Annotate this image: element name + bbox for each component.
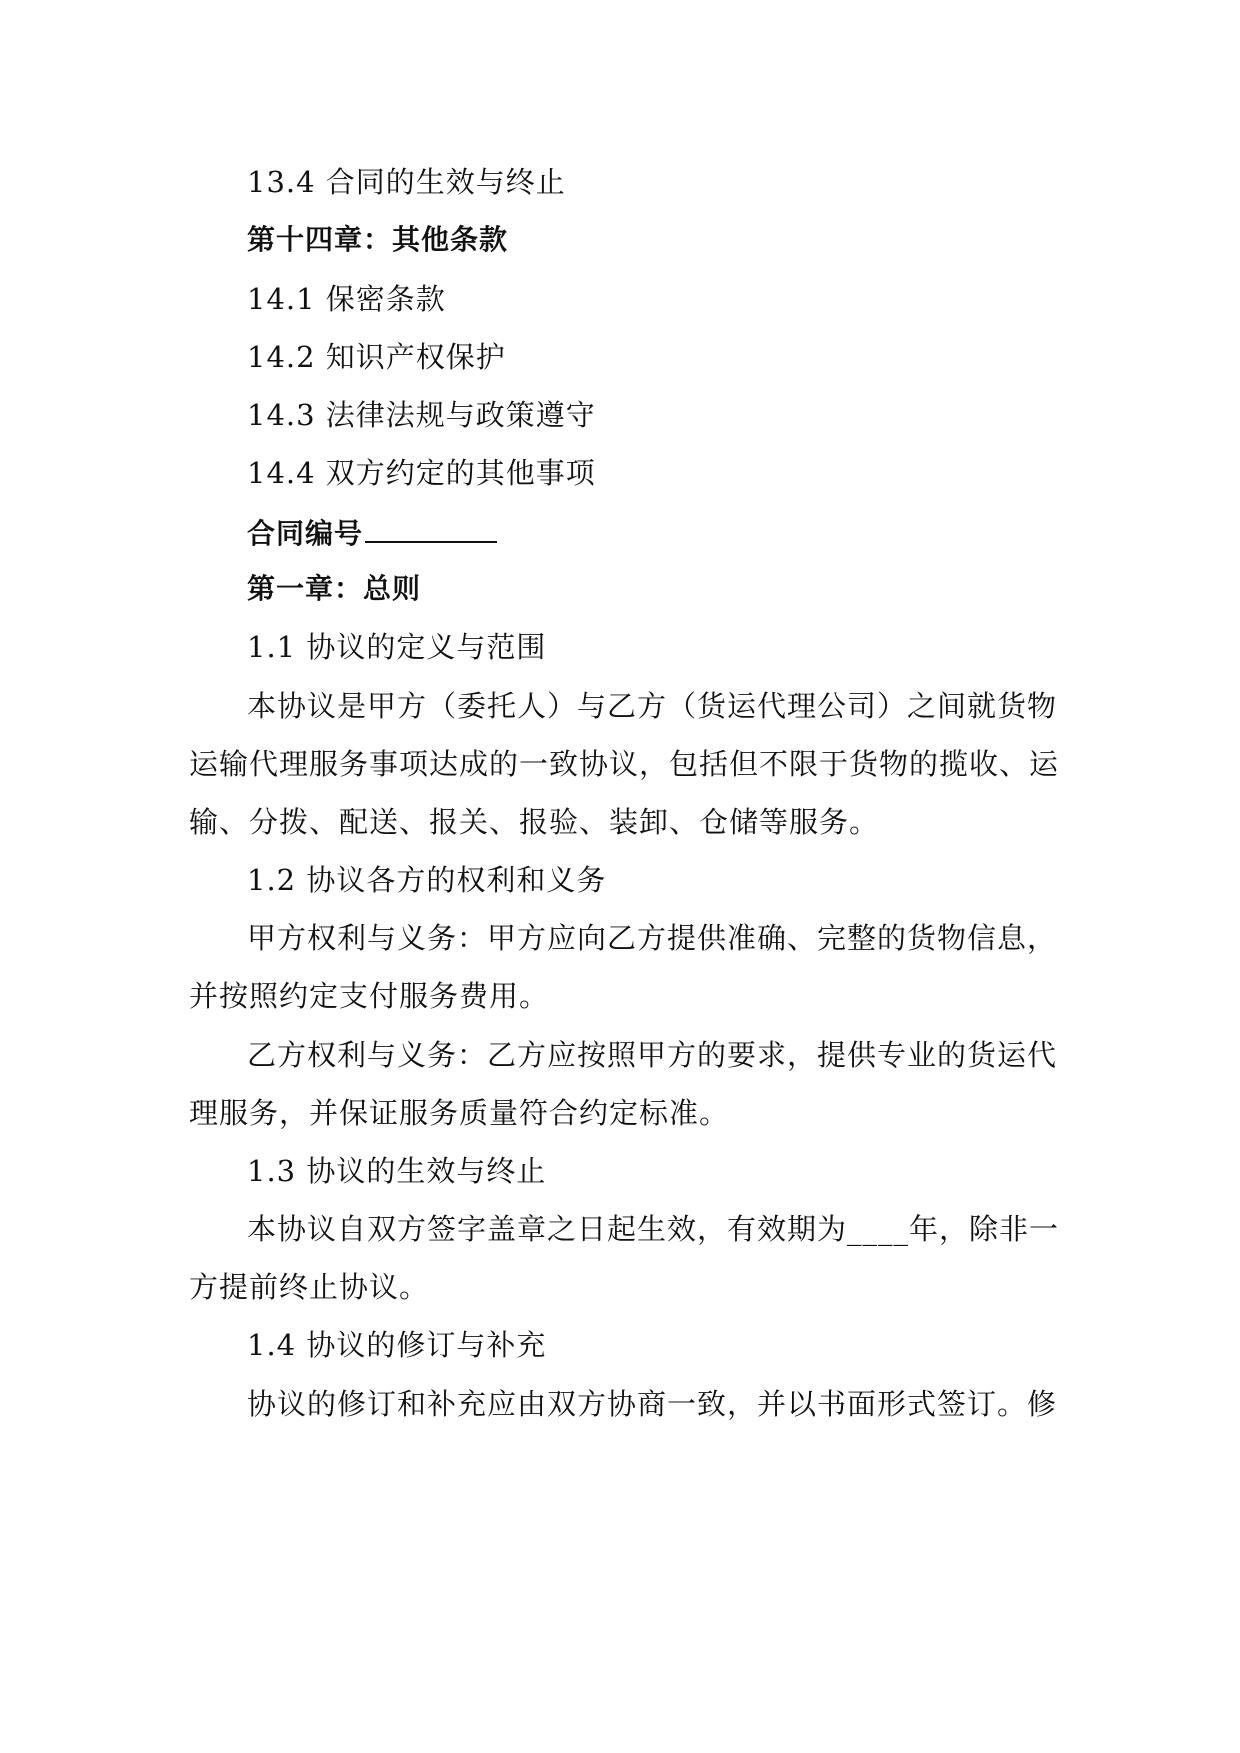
paragraph-line: 乙方权利与义务：乙方应按照甲方的要求，提供专业的货运代 [247,1038,1058,1072]
paragraph-line: 甲方权利与义务：甲方应向乙方提供准确、完整的货物信息， [247,921,1058,955]
paragraph-line: 方提前终止协议。 [189,1270,430,1304]
clause-1-2-heading: 1.2 协议各方的权利和义务 [247,863,607,897]
paragraph-line: 本协议是甲方（委托人）与乙方（货运代理公司）之间就货物 [247,689,1058,723]
chapter-1-heading: 第一章：总则 [247,572,422,605]
paragraph-line: 输、分拨、配送、报关、报验、装卸、仓储等服务。 [189,805,880,839]
clause-14-4: 14.4 双方约定的其他事项 [247,456,596,490]
clause-14-1: 14.1 保密条款 [247,282,446,316]
paragraph-line: 本协议自双方签字盖章之日起生效，有效期为____年，除非一 [247,1212,1060,1246]
contract-number-label: 合同编号 [247,517,364,550]
paragraph-line: 理服务，并保证服务质量符合约定标准。 [189,1096,730,1130]
chapter-14-heading: 第十四章：其他条款 [247,223,509,256]
clause-1-3-heading: 1.3 协议的生效与终止 [247,1154,547,1188]
clause-14-2: 14.2 知识产权保护 [247,340,506,374]
contract-number-row [247,511,1059,554]
clause-14-3: 14.3 法律法规与政策遵守 [247,398,596,432]
contract-number-blank [365,511,497,543]
paragraph-line: 并按照约定支付服务费用。 [189,979,550,1013]
clause-1-4-heading: 1.4 协议的修订与补充 [247,1328,547,1362]
paragraph-line: 协议的修订和补充应由双方协商一致，并以书面形式签订。修 [247,1387,1058,1421]
clause-1-1-heading: 1.1 协议的定义与范围 [247,630,547,664]
clause-13-4: 13.4 合同的生效与终止 [247,165,566,199]
paragraph-line: 运输代理服务事项达成的一致协议，包括但不限于货物的揽收、运 [189,747,1060,781]
